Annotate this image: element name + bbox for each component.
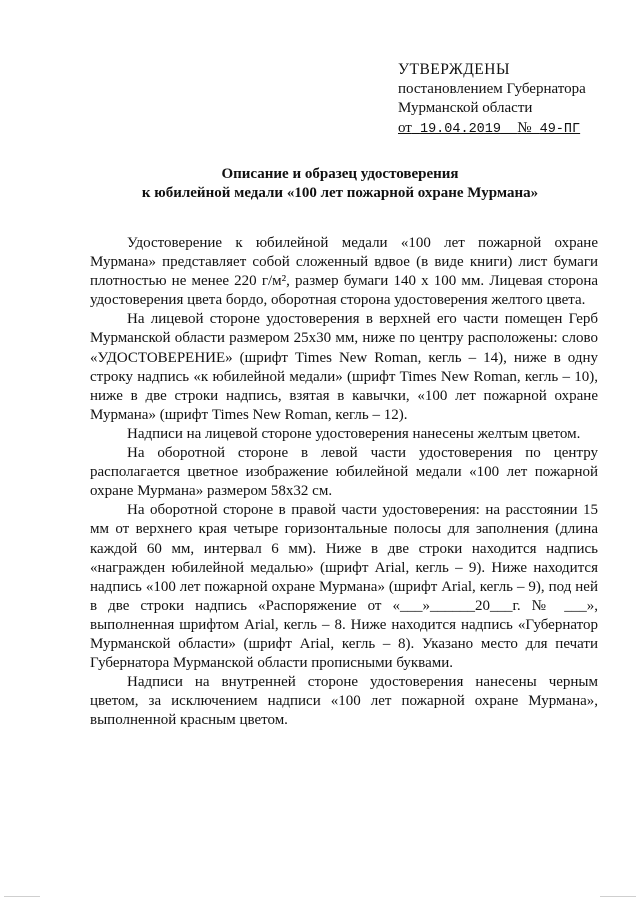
paragraph: Удостоверение к юбилейной медали «100 лет пожарной охране Мурмана» представляет собой сложенный вдвое (в виде книги) лист бумаги плотностью не менее 220 г/м², размер бумаги 140 х 100 мм. Лицевая сторона удостоверения цвета бордо, оборотная сторона удостоверения желтого цвета. xyxy=(90,235,598,309)
paragraph: На лицевой стороне удостоверения в верхней его части помещен Герб Мурманской области размером 25х30 мм, ниже по центру расположены: слово «УДОСТОВЕРЕНИЕ» (шрифт Times New Roman, кегль – 14), ниже в одну строку надпись «к юбилейной медали» (шрифт Times New Roman, кегль – 10), ниже в две строки надпись, взятая в кавычки, «100 лет пожарной охране Мурмана» (шрифт Times New Roman, кегль – 12). xyxy=(90,311,598,423)
document-body xyxy=(90,234,598,730)
approval-date-line xyxy=(398,119,586,140)
title-line-1: Описание и образец удостоверения xyxy=(221,166,459,182)
paragraph: Надписи на лицевой стороне удостоверения нанесены желтым цветом. xyxy=(127,425,581,442)
date-prefix: от xyxy=(398,119,412,136)
approval-line-1: постановлением Губернатора xyxy=(398,80,586,97)
approval-heading: УТВЕРЖДЕНЫ xyxy=(398,61,510,78)
paragraph: На оборотной стороне в левой части удостоверения по центру располагается цветное изображение юбилейной медали «100 лет пожарной охране Мурмана» размером 58х32 см. xyxy=(90,445,598,500)
approval-line-2: Мурманской области xyxy=(398,100,533,116)
number-prefix: № xyxy=(517,119,532,136)
scan-edge-mark-left xyxy=(4,896,40,897)
approval-number: 49-ПГ xyxy=(539,121,581,137)
title-line-2: к юбилейной медали «100 лет пожарной охране Мурмана» xyxy=(141,185,539,201)
paragraph: Надписи на внутренней стороне удостоверения нанесены черным цветом, за исключением надписи «100 лет пожарной охране Мурмана», выполненной красным цветом. xyxy=(90,674,598,729)
approval-block xyxy=(398,60,586,139)
document-title xyxy=(90,165,590,203)
scan-edge-mark-right xyxy=(600,896,636,897)
approval-date: 19.04.2019 xyxy=(419,121,501,137)
paragraph: На оборотной стороне в правой части удостоверения: на расстоянии 15 мм от верхнего края четыре горизонтальные полосы для заполнения (длина каждой 60 мм, интервал 6 мм). Ниже в две строки находится надпись «награжден юбилейной медалью» (шрифт Arial, кегль – 9). Ниже находится надпись «100 лет пожарной охране Мурмана» (шрифт Arial, кегль – 9), под ней в две строки надпись «Распоряжение от «___»______20___г. № ___», выполненная шрифтом Arial, кегль – 8. Ниже находится надпись «Губернатор Мурманской области» (шрифт Arial, кегль – 8). Указано место для печати Губернатора Мурманской области прописными буквами. xyxy=(90,502,598,672)
